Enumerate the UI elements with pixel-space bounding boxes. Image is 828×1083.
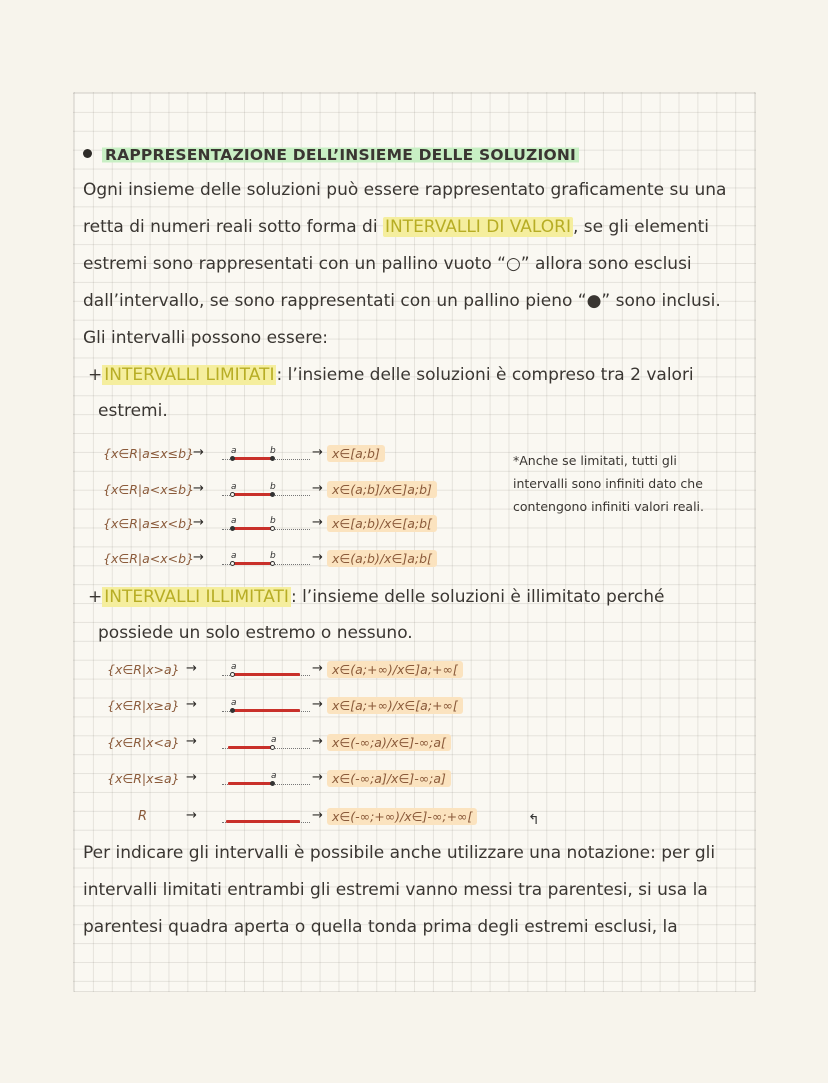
endpoint-label-a: a [231,662,237,672]
arrow-icon: → [312,661,323,676]
arrow-icon: → [312,445,323,460]
arrow-icon: → [312,481,323,496]
interval-result: x∈(a;+∞)/x∈]a;+∞[ [327,661,463,678]
arrow-icon: → [193,481,204,496]
interval-result: x∈[a;b)/x∈[a;b[ [327,515,437,532]
set-notation: {x∈R|a≤x<b} [103,516,195,531]
endpoint-label-b: b [270,516,276,526]
arrow-icon: → [186,808,197,823]
endpoint-label-a: a [231,551,237,561]
interval-segment [232,527,272,530]
interval-segment [232,493,272,496]
illimitati-title-line: + INTERVALLI ILLIMITATI : l’insieme delle soluzioni è illimitato perché [88,587,665,607]
limitati-title: INTERVALLI LIMITATI [104,365,275,385]
arrow-icon: → [312,550,323,565]
interval-result: x∈[a;+∞)/x∈[a;+∞[ [327,697,463,714]
endpoint-label-b: b [270,551,276,561]
interval-segment [226,820,300,823]
interval-result: x∈(-∞;+∞)/x∈]-∞;+∞[ [327,808,477,825]
interval-result: x∈(-∞;a)/x∈]-∞;a[ [327,734,451,751]
intro-line-3: estremi sono rappresentati con un pallino vuoto “○” allora sono esclusi [83,254,692,274]
interval-segment [228,746,272,749]
endpoint-a [230,492,235,497]
endpoint-label-b: b [270,482,276,492]
illimitati-desc-2: possiede un solo estremo o nessuno. [98,623,413,643]
endpoint-label-a: a [271,735,277,745]
arrow-icon: → [186,734,197,749]
endpoint-label-a: a [231,446,237,456]
interval-result: x∈(a;b]/x∈]a;b] [327,481,437,498]
endpoint-b [270,492,275,497]
set-notation: {x∈R|x<a} [107,735,180,750]
intervalli-di-valori-highlight: INTERVALLI DI VALORI [384,217,571,237]
arrow-icon: → [312,770,323,785]
arrow-icon: → [312,734,323,749]
endpoint-label-a: a [231,516,237,526]
set-notation: {x∈R|a<x≤b} [103,482,195,497]
set-notation: {x∈R|x≤a} [107,771,180,786]
limitati-note: *Anche se limitati, tutti gli intervalli sono infiniti dato che contengono infiniti valori reali. [513,453,704,515]
endpoint-b [270,561,275,566]
arrow-icon: → [186,770,197,785]
limitati-title-line: + INTERVALLI LIMITATI : l’insieme delle soluzioni è compreso tra 2 valori [88,365,694,385]
arrow-icon: → [193,515,204,530]
illimitati-title: INTERVALLI ILLIMITATI [104,587,289,607]
arrow-icon: → [312,697,323,712]
endpoint-a [270,781,275,786]
arrow-icon: → [312,515,323,530]
endpoint-a [230,708,235,713]
endpoint-a [230,561,235,566]
arrow-icon: → [193,550,204,565]
set-notation: {x∈R|x>a} [107,662,180,677]
endpoint-label-a: a [231,482,237,492]
interval-result: x∈(a;b)/x∈]a;b[ [327,550,437,567]
endpoint-a [230,672,235,677]
intro-line-4: dall’intervallo, se sono rappresentati con un pallino pieno “●” sono inclusi. [83,291,721,311]
arrow-icon: → [193,445,204,460]
interval-result: x∈[a;b] [327,445,385,462]
endpoint-label-b: b [270,446,276,456]
interval-segment [232,457,272,460]
heading-text: RAPPRESENTAZIONE DELL’INSIEME DELLE SOLUZIONI [102,146,579,164]
interval-segment [232,709,300,712]
arrow-icon: → [186,661,197,676]
intro-line-1: Ogni insieme delle soluzioni può essere rappresentato graficamente su una [83,180,727,200]
set-notation: {x∈R|a≤x≤b} [103,446,195,461]
intro-line-5: Gli intervalli possono essere: [83,328,329,348]
interval-segment [232,562,272,565]
bullet-icon [83,149,92,158]
endpoint-b [270,456,275,461]
intro-line-2: retta di numeri reali sotto forma di INTERVALLI DI VALORI , se gli elementi [83,217,709,237]
outro-line-1: Per indicare gli intervalli è possibile anche utilizzare una notazione: per gli [83,843,716,863]
set-notation: {x∈R|a<x<b} [103,551,195,566]
interval-result: x∈(-∞;a]/x∈]-∞;a] [327,770,451,787]
arrow-icon: → [186,697,197,712]
endpoint-a [270,745,275,750]
interval-segment [232,673,300,676]
endpoint-label-a: a [271,771,277,781]
interval-segment [228,782,272,785]
outro-line-2: intervalli limitati entrambi gli estremi vanno messi tra parentesi, si usa la [83,880,708,900]
arrow-icon: → [312,808,323,823]
limitati-desc-2: estremi. [98,401,168,421]
curl-arrow-icon: ↰ [528,812,540,828]
set-notation: R [138,809,148,824]
set-notation: {x∈R|x≥a} [107,698,180,713]
endpoint-b [270,526,275,531]
endpoint-a [230,526,235,531]
endpoint-a [230,456,235,461]
outro-line-3: parentesi quadra aperta o quella tonda prima degli estremi esclusi, la [83,917,678,937]
endpoint-label-a: a [231,698,237,708]
section-heading [83,146,579,164]
